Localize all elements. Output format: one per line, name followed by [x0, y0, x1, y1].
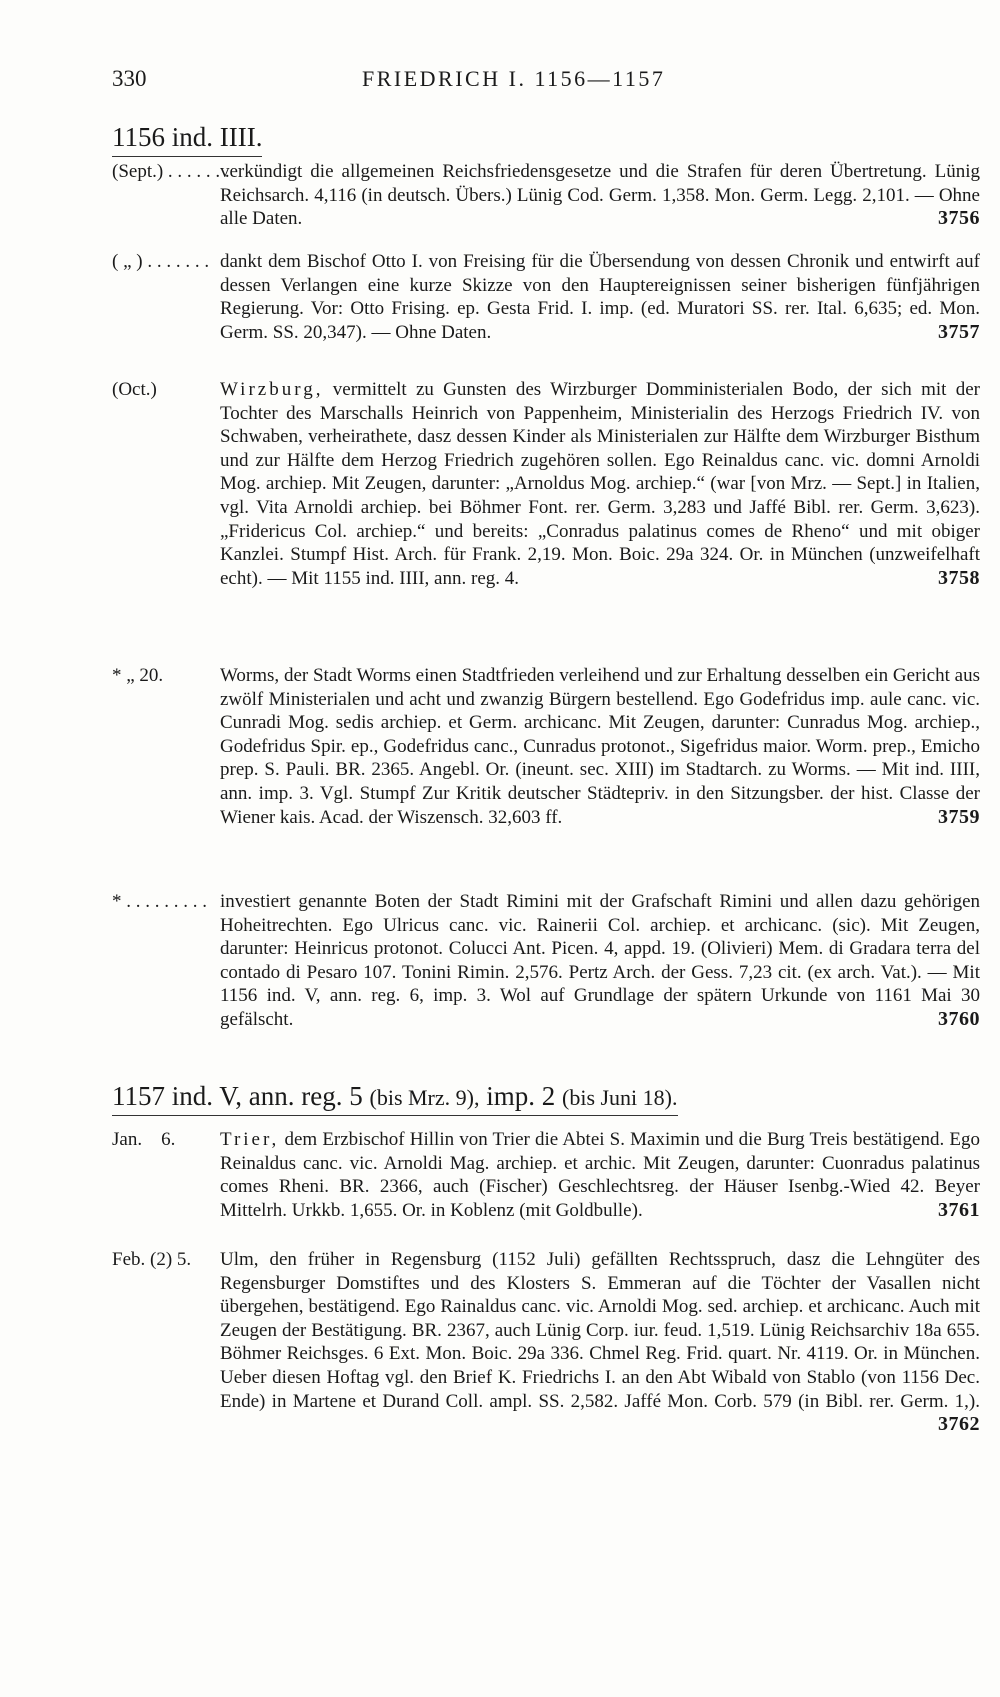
entry-text: Worms, der Stadt Worms einen Stadtfrieden verleihend und zur Erhaltung desselben ein Gericht aus zwölf Ministerialen und acht und zwanzig Bürgern bestellend. Ego Godefridus imp. aule canc. vic. Cunradi Mog. sedis archiep. et Germ. archicanc. Mit Zeugen, darunter: Cunradus Mog. archiep., Godefridus Spir. ep., Godefridus canc., Cunradus protonot., Sigefridus maior. Worm. prep., Emicho prep. S. Pauli. BR. 2365. Angebl. Or. (ineunt. sec. XIII) im Stadtarch. zu Worms. — Mit ind. IIII, ann. imp. 3. Vgl. Stumpf Zur Kritik deutscher Städtepriv. in den Sitzungsber. der hist. Classe der Wiener kais. Acad. der Wiszensch. 32,603 ff.	[220, 665, 980, 828]
entry-place: Ulm,	[220, 1249, 259, 1270]
entry-place: Trier,	[220, 1129, 280, 1150]
regest-entry	[112, 378, 980, 590]
entry-text: vermittelt zu Gunsten des Wirzburger Domministerialen Bodo, der sich mit der Tochter des Marschalls Heinrich von Pappenheim, Ministerialin des Herzogs Friedrich IV. von Schwaben, verheirathete, dasz dessen Kinder als Ministerialen zur Hälfte dem Wirzburger Bisthum und zur Hälfte dem Herzog Friedrich zugehören sollen. Ego Reinaldus canc. vic. domni Arnoldi Mog. archiep. Mit Zeugen, darunter: „Arnoldus Mog. archiep.“ (war [von Mrz. — Sept.] in Italien, vgl. Vita Arnoldi archiep. bei Böhmer Font. rer. Germ. 3,283 und Jaffé Bibl. rer. Germ. 3,623). „Fridericus Col. archiep.“ und bereits: „Conradus palatinus comes de Rheno“ und mit obiger Kanzlei. Stumpf Hist. Arch. für Frank. 2,19. Mon. Boic. 29a 324. Or. in München (unzweifelhaft echt). — Mit 1155 ind. IIII, ann. reg. 4.	[220, 379, 980, 589]
entry-date: * „ 20.	[112, 665, 164, 686]
page-number: 330	[112, 66, 147, 91]
regest-entry	[112, 1248, 980, 1437]
entry-number: 3759	[938, 805, 980, 828]
regest-entry	[112, 250, 980, 344]
entry-text: den früher in Regensburg (1152 Juli) gefällten Rechtsspruch, dasz die Lehngüter des Regensburger Domstiftes und des Klosters S. Emmeran auf die Töchter der Vasallen nicht übergehen, bestätigend. Ego Rainaldus canc. vic. Arnoldi Mog. sed. archiep. et archicanc. Auch mit Zeugen der Bestätigung. BR. 2367, auch Lünig Corp. iur. feud. 1,519. Lünig Reichsarchiv 18a 655. Böhmer Reichsges. 6 Ext. Mon. Boic. 29a 336. Chmel Reg. Frid. quart. Nr. 4119. Or. in München. Ueber diesen Hoftag vgl. den Brief K. Friedrichs I. an den Abt Wibald von Stablo (von 1156 Dec. Ende) in Martene et Durand Coll. ampl. SS. 2,582. Jaffé Mon. Corb. 579 (in Bibl. rer. Germ. 1,).	[220, 1249, 980, 1412]
entry-text: dem Erzbischof Hillin von Trier die Abtei S. Maximin und die Burg Treis bestätigend. Ego Reinaldus canc. vic. Arnoldi Mag. archiep. et archic. Mit Zeugen, darunter: Cuonradus palatinus comes Rheni. BR. 2366, auch (Fischer) Geschlechtsreg. der Häuser Isenbg.-Wied 42. Beyer Mittelrh. Urkkb. 1,655. Or. in Koblenz (mit Goldbulle).	[220, 1129, 980, 1221]
entry-date: * . . . . . . . . .	[112, 891, 207, 912]
entry-number: 3756	[938, 207, 980, 230]
entry-date: (Oct.)	[112, 379, 157, 400]
regest-entry	[112, 664, 980, 829]
running-title: FRIEDRICH I. 1156—1157	[362, 66, 666, 91]
section-heading-main: 1157 ind. V, ann. reg. 5	[112, 1081, 363, 1111]
section-heading-range-b: (bis Juni 18).	[562, 1085, 678, 1110]
entry-place: Wirzburg,	[220, 379, 324, 400]
running-head	[112, 66, 932, 96]
regest-entry	[112, 1128, 980, 1222]
entry-number: 3758	[938, 566, 980, 589]
section-heading-range-a: (bis Mrz. 9),	[369, 1085, 480, 1110]
entry-text: investiert genannte Boten der Stadt Rimini mit der Grafschaft Rimini und allen dazu gehörigen Hoheitrechten. Ego Ulricus canc. vic. Rainerii Col. archiep. et archicanc. (sic). Mit Zeugen, darunter: Heinricus protonot. Colucci Ant. Picen. 4, appd. 19. (Olivieri) Mem. di Gradara terra del contado di Pesaro 107. Tonini Rimin. 2,576. Pertz Arch. der Gess. 7,23 cit. (ex arch. Vat.). — Mit 1156 ind. V, ann. reg. 6, imp. 3. Wol auf Grundlage der spätern Urkunde von 1161 Mai 30 gefälscht.	[220, 891, 980, 1030]
entry-number: 3761	[938, 1198, 980, 1221]
entry-date: Jan. 6.	[112, 1129, 176, 1150]
regest-entry	[112, 160, 980, 231]
entry-text: verkündigt die allgemeinen Reichsfriedensgesetze und die Strafen für deren Übertretung. Lünig Reichsarch. 4,116 (in deutsch. Übers.) Lünig Cod. Germ. 1,358. Mon. Germ. Legg. 2,101. — Ohne alle Daten.	[220, 161, 980, 230]
entry-date: (Sept.) . . . . . . .	[112, 161, 230, 182]
entry-number: 3760	[938, 1007, 980, 1030]
entry-number: 3757	[938, 320, 980, 343]
section-heading-1157	[112, 1081, 678, 1116]
regest-entry	[112, 890, 980, 1032]
section-heading-imp: imp. 2	[486, 1081, 556, 1111]
section-heading-1156: 1156 ind. IIII.	[112, 122, 262, 157]
entry-date: ( „ ) . . . . . . .	[112, 251, 210, 272]
entry-text: dankt dem Bischof Otto I. von Freising für die Übersendung von dessen Chronik und entwirft auf dessen Verlangen eine kurze Skizze von den Hauptereignissen seiner bisherigen fünfjährigen Regierung. Vor: Otto Frising. ep. Gesta Frid. I. imp. (ed. Muratori SS. rer. Ital. 6,635; ed. Mon. Germ. SS. 20,347). — Ohne Daten.	[220, 251, 980, 343]
entry-date: Feb. (2) 5.	[112, 1249, 192, 1270]
entry-number: 3762	[938, 1413, 980, 1436]
